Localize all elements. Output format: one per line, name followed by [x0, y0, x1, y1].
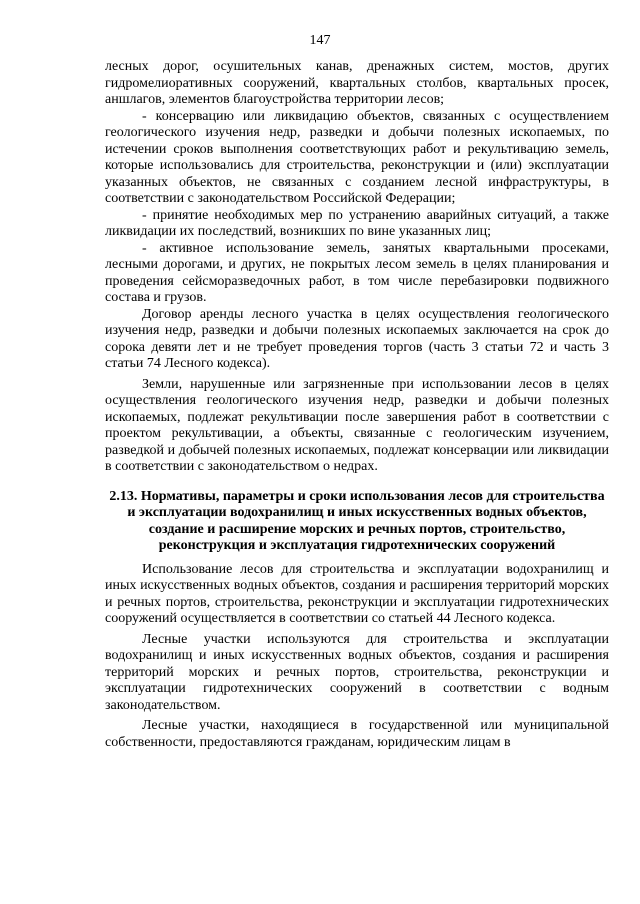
paragraph-recultivation: Земли, нарушенные или загрязненные при использовании лесов в целях осуществления геологического изучения недр, разведки и добычи полезных ископаемых, подлежат рекультивации после завершения работ в соответствии с проектом рекультивации, а объекты, связанные с геологическим изучением, разведкой и добычей полезных ископаемых, подлежат консервации или ликвидации в соответствии с законодательством о недрах.	[105, 376, 609, 474]
page-content	[105, 59, 609, 751]
section-heading: 2.13. Нормативы, параметры и сроки использования лесов для строительства и эксплуатации водохранилищ и иных искусственных водных объектов, создание и расширение морских и речных портов, строительство, реконструкция и эксплуатация гидротехнических сооружений	[109, 488, 605, 553]
paragraph-lease-agreement: Договор аренды лесного участка в целях осуществления геологического изучения недр, разведки и добычи полезных ископаемых заключается на срок до сорока девяти лет и не требует проведения торгов (часть 3 статьи 72 и часть 3 статьи 74 Лесного кодекса).	[105, 306, 609, 371]
list-item-emergency: - принятие необходимых мер по устранению аварийных ситуаций, а также ликвидации их последствий, возникших по вине указанных лиц;	[105, 207, 609, 239]
paragraph-continuation: лесных дорог, осушительных канав, дренажных систем, мостов, других гидромелиоративных сооружений, квартальных столбов, квартальных просек, аншлагов, элементов благоустройства территории лесов;	[105, 59, 609, 107]
list-item-land-use: - активное использование земель, занятых квартальными просеками, лесными дорогами, и других, не покрытых лесом земель в целях планирования и проведения сейсморазведочных работ, в том числе перебазировки подвижного состава и грузов.	[105, 240, 609, 305]
list-item-conservation: - консервацию или ликвидацию объектов, связанных с осуществлением геологического изучения недр, разведки и добычи полезных ископаемых, по истечении сроков выполнения соответствующих работ и рекультивацию земель, которые использовались для строительства, реконструкции и (или) эксплуатации указанных объектов, не связанных с созданием лесной инфраструктуры, в соответствии с законодательством Российской Федерации;	[105, 108, 609, 206]
paragraph-state-property: Лесные участки, находящиеся в государственной или муниципальной собственности, предоставляются гражданам, юридическим лицам в	[105, 718, 609, 750]
paragraph-forest-plots: Лесные участки используются для строительства и эксплуатации водохранилищ и иных искусственных водных объектов, создания и расширения территорий морских и речных портов, строительства, реконструкции и эксплуатации гидротехнических сооружений в соответствии с водным законодательством.	[105, 631, 609, 713]
page-number: 147	[309, 33, 331, 48]
paragraph-forest-use: Использование лесов для строительства и эксплуатации водохранилищ и иных искусственных водных объектов, создания и расширения территорий морских и речных портов, строительства, реконструкции и эксплуатации гидротехнических сооружений осуществляется в соответствии со статьей 44 Лесного кодекса.	[105, 561, 609, 626]
